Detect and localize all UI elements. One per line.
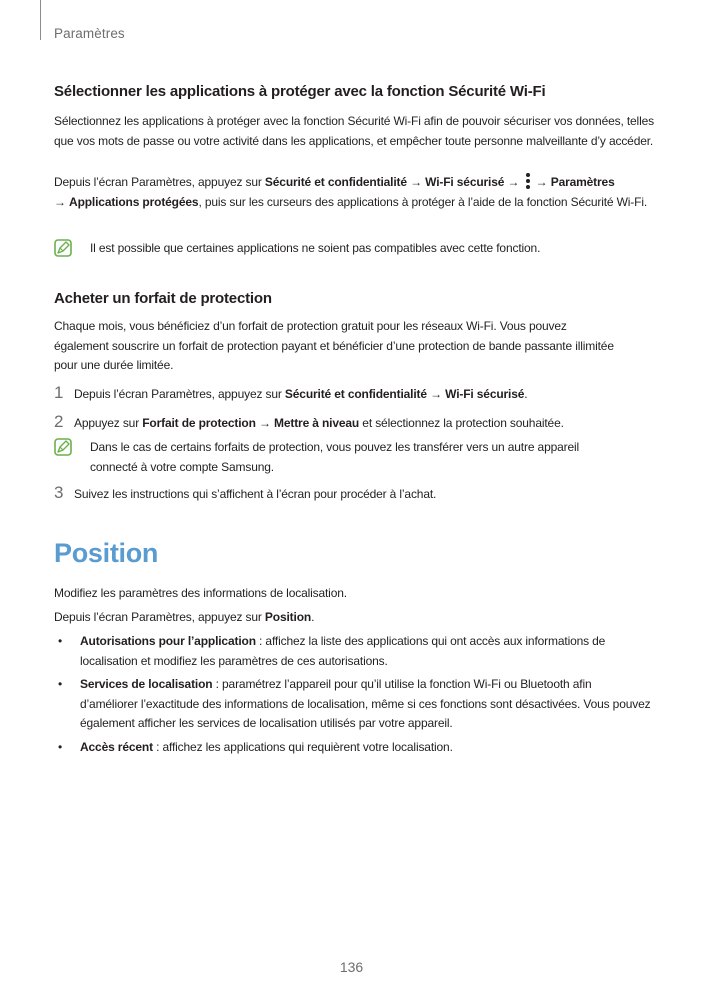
- step-number: 2: [54, 412, 64, 431]
- step-1: [54, 383, 634, 405]
- step-text: Suivez les instructions qui s’affichent à l’écran pour procéder à l’achat.: [74, 487, 437, 501]
- navigation-path-position: Depuis l’écran Paramètres, appuyez sur Position.: [54, 610, 315, 624]
- kebab-menu-icon: [525, 173, 531, 189]
- bullet-icon: •: [58, 634, 63, 648]
- page-number: 136: [339, 959, 364, 975]
- section-intro-wifi-apps: Sélectionnez les applications à protéger avec la fonction Sécurité Wi-Fi afin de pouvoir sécuriser vos données, telles que vos mots de passe ou votre activité dans les applications, et empêcher toute personne malveillante d’y accéder.: [54, 114, 654, 148]
- note-transfer: [54, 438, 620, 477]
- bullet-icon: •: [58, 677, 63, 691]
- section-title-wifi-apps: Sélectionner les applications à protéger avec la fonction Sécurité Wi-Fi: [54, 83, 546, 100]
- step-text: Depuis l’écran Paramètres, appuyez sur Sécurité et confidentialité → Wi-Fi sécurisé.: [74, 387, 528, 401]
- header-divider: [40, 0, 41, 40]
- step-number: 3: [54, 483, 64, 502]
- list-item: • Accès récent : affichez les applications qui requièrent votre localisation.: [54, 738, 654, 758]
- menu-path-protected-apps: Applications protégées: [69, 194, 199, 209]
- note-text: Dans le cas de certains forfaits de protection, vous pouvez les transférer vers un autre appareil connecté à votre compte Samsung.: [90, 440, 580, 474]
- section-intro-protection-plan: Chaque mois, vous bénéficiez d’un forfait de protection gratuit pour les réseaux Wi-Fi. Vous pouvez également souscrire un forfait de protection payant et bénéficier d’une protection de bande passante illimitée pour une durée limitée.: [54, 319, 614, 372]
- chapter-title-position: Position: [54, 538, 159, 568]
- menu-path-settings: Paramètres: [550, 175, 615, 189]
- menu-path-security: Sécurité et confidentialité: [264, 175, 407, 189]
- note-pencil-icon: [54, 239, 72, 257]
- section-title-protection-plan: Acheter un forfait de protection: [54, 290, 272, 307]
- step-2: [54, 412, 634, 434]
- running-header: Paramètres: [54, 26, 125, 41]
- list-item: • Autorisations pour l’application : affichez la liste des applications qui ont accès aux informations de localisation et modifiez les paramètres de ces autorisations.: [54, 632, 654, 671]
- note-compatibility: [54, 239, 620, 259]
- menu-path-secure-wifi: Wi-Fi sécurisé: [425, 175, 505, 189]
- list-item: • Services de localisation : paramétrez l’appareil pour qu’il utilise la fonction Wi-Fi ou Bluetooth afin d’améliorer l’exactitude des informations de localisation, même si ces fonctions sont désactivées. Vous pouvez également afficher les services de localisation utilisés par votre appareil.: [54, 675, 654, 734]
- note-pencil-icon: [54, 438, 72, 456]
- step-number: 1: [54, 383, 64, 402]
- note-text: Il est possible que certaines applications ne soient pas compatibles avec cette fonction.: [90, 241, 541, 255]
- bullet-icon: •: [58, 739, 63, 754]
- step-text: Appuyez sur Forfait de protection → Mettre à niveau et sélectionnez la protection souhaitée.: [74, 416, 564, 430]
- position-options-list: [54, 632, 654, 761]
- navigation-path-wifi-apps: Depuis l’écran Paramètres, appuyez sur Sécurité et confidentialité → Wi-Fi sécurisé → → Paramètres → Applications protégées, puis sur les curseurs des applications à protéger à l’aide de la fonction Sécurité Wi-Fi.: [54, 175, 648, 209]
- section-intro-position: Modifiez les paramètres des informations de localisation.: [54, 586, 347, 600]
- step-3: [54, 483, 634, 505]
